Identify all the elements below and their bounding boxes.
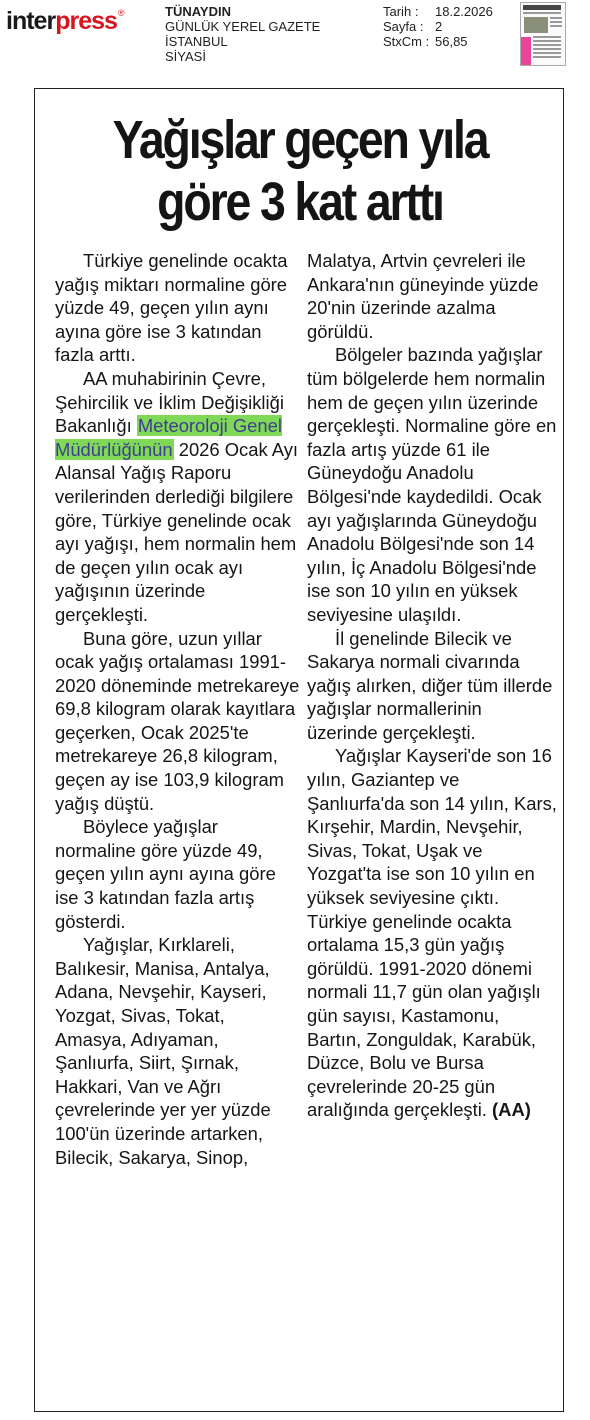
- paragraph: Bölgeler bazında yağışlar tüm bölgelerde hem normalin hem de geçen yılın üzerinde gerçekleşti. Normaline göre en fazla artış yüzde 61 ile Güneydoğu Anadolu Bölgesi'nde kaydedildi. Ocak ayı yağışlarında Güneydoğu Anadolu Bölgesi'nde son 14 yılın, İç Anadolu Bölgesi'nde ise son 10 yılın en yüksek seviyesine ulaşıldı.: [307, 344, 557, 625]
- logo-text-accent: press: [55, 6, 117, 35]
- paragraph: Türkiye genelinde ocakta yağış miktarı normaline göre yüzde 49, geçen yılın aynı ayına göre ise 3 katından fazla arttı.: [55, 250, 288, 366]
- highlighted-term: Meteoroloji Genel Müdürlüğünün: [55, 415, 282, 460]
- meta-date-value: 18.2.2026: [435, 4, 493, 19]
- publication-info: [165, 4, 320, 64]
- meta-page-value: 2: [435, 19, 443, 34]
- paragraph: [55, 367, 300, 627]
- publication-section: SİYASİ: [165, 49, 206, 64]
- meta-page-row: [383, 19, 505, 34]
- registered-mark: ®: [117, 8, 125, 18]
- paragraph-text: 2026 Ocak Ayı Alansal Yağış Raporu verilerinden derlediği bilgilere göre, Türkiye genelinde ocak ayı yağışı, hem normalin hem de geçen yılın ocak ayı yağışının üzerinde gerçekleşti.: [55, 438, 298, 625]
- interpress-logo: [6, 6, 125, 36]
- paragraph: Yağışlar, Kırklareli, Balıkesir, Manisa, Antalya, Adana, Nevşehir, Kayseri, Yozgat, Sivas, Tokat, Amasya, Adıyaman, Şanlıurfa, Siirt, Şırnak, Hakkari, Van ve Ağrı çevrelerinde yer yer yüzde 100'ün üzerinde artarken, Bilecik, Sakarya, Sinop,: [55, 934, 271, 1168]
- page-thumbnail: [520, 2, 566, 66]
- clipping-header: [0, 0, 590, 72]
- logo-text-main: inter: [6, 6, 56, 35]
- left-column: [55, 249, 300, 1169]
- publication-city: İSTANBUL: [165, 34, 228, 49]
- headline-line-2: göre 3 kat arttı: [157, 172, 443, 232]
- paragraph: İl genelinde Bilecik ve Sakarya normali civarında yağış alırken, diğer tüm illerde yağışlar normallerinin üzerinde gerçekleşti.: [307, 627, 553, 743]
- meta-stxcm-label: StxCm :: [383, 34, 430, 49]
- meta-date-label: Tarih :: [383, 4, 419, 19]
- paragraph: Böylece yağışlar normaline göre yüzde 49, geçen yılın aynı ayına göre ise 3 katından fazla artış gösterdi.: [55, 816, 276, 932]
- meta-date-row: [383, 4, 505, 19]
- publication-name: TÜNAYDIN: [165, 4, 231, 19]
- right-column: [307, 249, 557, 1122]
- headline-line-1: Yağışlar geçen yıla: [112, 110, 488, 170]
- paragraph-text: AA muhabirinin Çevre, Şehircilik ve İklim Değişikliği Bakanlığı: [55, 367, 284, 437]
- agency-signature: (AA): [492, 1099, 531, 1121]
- meta-stxcm-value: 56,85: [435, 34, 468, 49]
- publication-frequency: GÜNLÜK YEREL GAZETE: [165, 19, 321, 34]
- logo-wordmark: [6, 7, 117, 36]
- paragraph-continued: Malatya, Artvin çevreleri ile Ankara'nın güneyinde yüzde 20'nin üzerinde azalma görüldü.: [307, 250, 539, 342]
- paragraph-text: Yağışlar Kayseri'de son 16 yılın, Gaziantep ve Şanlıurfa'da son 14 yılın, Kars, Kırşehir, Mardin, Nevşehir, Sivas, Tokat, Uşak ve Yozgat'ta ise son 10 yılın en yüksek seviyesine çıktı. Türkiye genelinde ocakta ortalama 15,3 gün yağış görüldü. 1991-2020 dönemi normali 11,7 gün olan yağışlı gün sayısı, Kastamonu, Bartın, Zonguldak, Karabük, Düzce, Bolu ve Bursa çevrelerinde 20-25 gün aralığında gerçekleşti.: [307, 745, 557, 1121]
- paragraph: Buna göre, uzun yıllar ocak yağış ortalaması 1991-2020 döneminde metrekareye 69,8 kilogram olarak kayıtlara geçerken, Ocak 2025'te metrekareye 26,8 kilogram, geçen ay ise 103,9 kilogram yağış düştü.: [55, 627, 300, 814]
- paragraph: [307, 744, 557, 1122]
- article-headline: [72, 109, 528, 233]
- meta-stxcm-row: [383, 34, 505, 49]
- meta-page-label: Sayfa :: [383, 19, 424, 34]
- clipping-meta: [383, 4, 505, 49]
- article-box: [34, 88, 564, 1412]
